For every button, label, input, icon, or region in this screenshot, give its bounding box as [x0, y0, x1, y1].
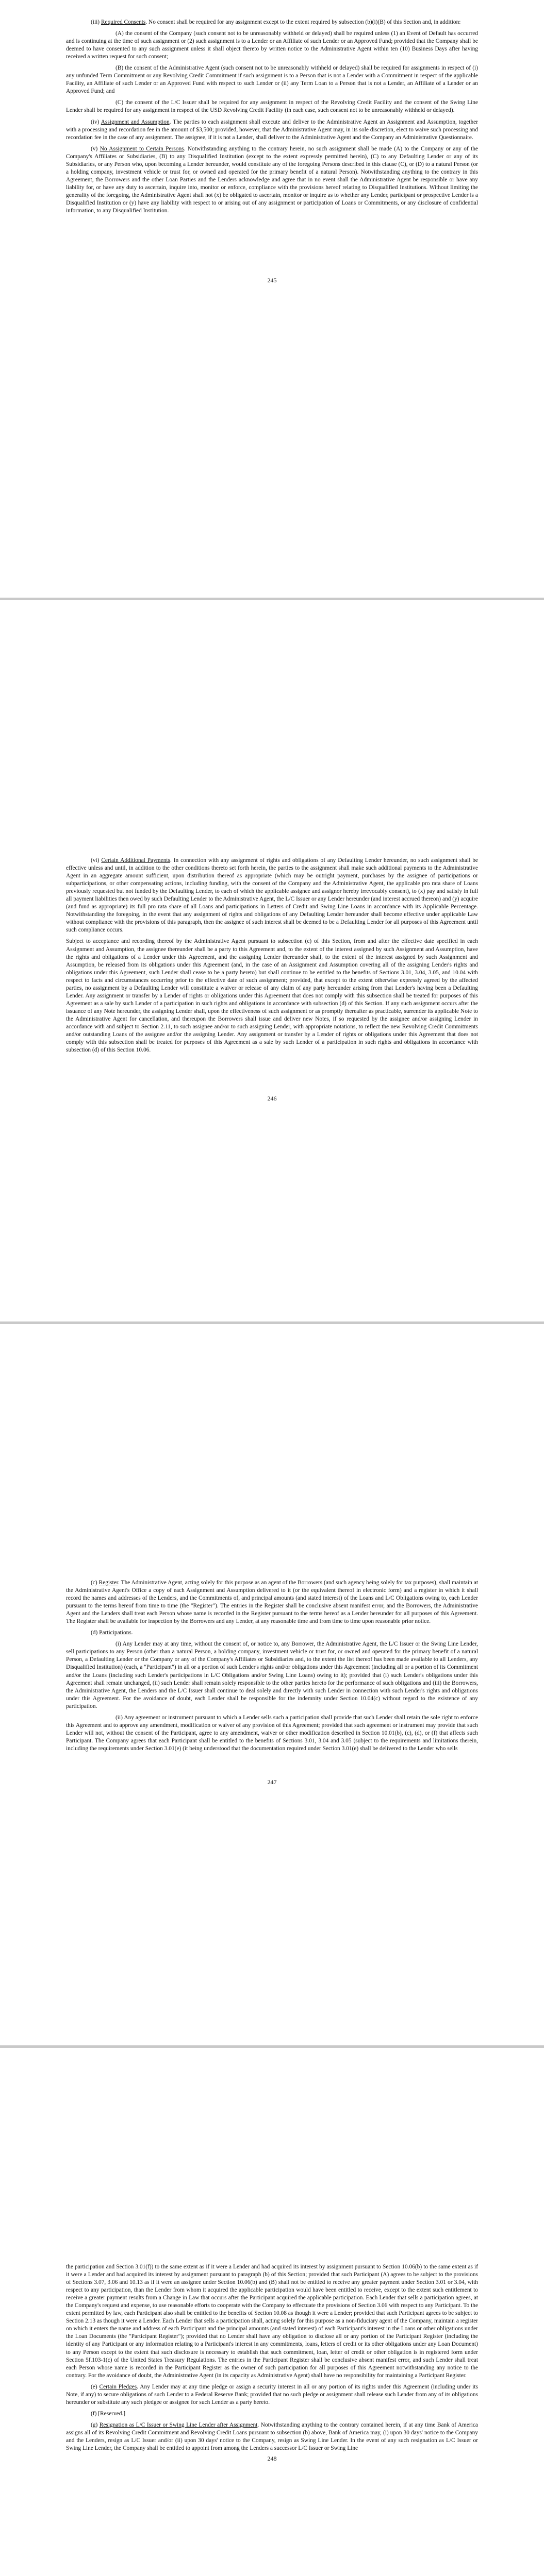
document-page — [0, 1324, 544, 2045]
paragraph: (d) Participations. — [91, 1630, 133, 1636]
document-page — [0, 0, 544, 598]
page-number: 248 — [267, 2455, 277, 2462]
page-number: 246 — [267, 1095, 277, 1102]
paragraph: (e) Certain Pledges. Any Lender may at any time pledge or assign a security interest in all or any portion of its rights under this Agreement (including under its Note, if any) to secure obligations of such Lender to a Federal Reserve Bank; provided that no such pledge or assignment shall release such Lender from any of its obligations hereunder or substitute any such pledgee or assignee for such Lender as a party hereto. — [66, 2383, 478, 2405]
paragraph: Subject to acceptance and recording thereof by the Administrative Agent pursuant to subsection (c) of this Section, from and after the effective date specified in each Assignment and Assumption, the assignee thereunder shall be a party to this Agreement and, to the extent of the interest assigned by such Assignment and Assumption, have the rights and obligations of a Lender under this Agreement, and the assigning Lender thereunder shall, to the extent of the interest assigned by such Assignment and Assumption, be released from its obligations under this Agreement (and, in the case of an Assignment and Assumption covering all of the assigning Lender's rights and obligations under this Agreement, such Lender shall cease to be a party hereto) but shall continue to be entitled to the benefits of Sections 3.01, 3.04, 3.05, and 10.04 with respect to facts and circumstances occurring prior to the effective date of such assignment; provided, that except to the extent otherwise expressly agreed by the affected parties, no assignment by a Defaulting Lender will constitute a waiver or release of any claim of any party hereunder arising from that Lender's having been a Defaulting Lender. Any assignment or transfer by a Lender of rights or obligations under this Agreement that does not comply with this subsection shall be treated for purposes of this Agreement as a sale by such Lender of a participation in such rights and obligations in accordance with subsection (d) of this Section. If any such assignment occurs after the issuance of any Note hereunder, the assigning Lender shall, upon the effectiveness of such assignment or as promptly thereafter as practicable, surrender its applicable Note to the Administrative Agent for cancellation, and thereupon the Borrowers shall issue and deliver new Notes, if so requested by the assignee and/or assigning Lender in accordance with and subject to Section 2.11, to such assignee and/or to such assigning Lender, with appropriate notations, to reflect the new Revolving Credit Commitments and/or outstanding Loans of the assignee and/or the assigning Lender. Any assignment or transfer by a Lender of rights or obligations under this Agreement that does not comply with this subsection shall be treated for purposes of this Agreement as a sale by such Lender of a participation in such rights and obligations in accordance with subsection (d) of this Section 10.06. — [66, 938, 478, 1054]
paragraph: (v) No Assignment to Certain Persons. Notwithstanding anything to the contrary herein, no such assignment shall be made (A) to the Company or any of the Company's Affiliates or Subsidiaries, (B) to any Disqualified Institution (except to the extent expressly permitted herein), (C) to any Defaulting Lender or any of its Subsidiaries, or any Person who, upon becoming a Lender hereunder, would constitute any of the foregoing Persons described in this clause (C), or (D) to a natural Person (or a holding company, investment vehicle or trust for, or owned and operated for the primary benefit of a natural Person). Notwithstanding anything to the contrary in this Agreement, the Borrowers and the other Loan Parties and the Lenders acknowledge and agree that in no event shall the Administrative Agent be responsible or have any liability for, or have any duty to ascertain, inquire into, monitor or enforce, compliance with the provisions hereof relating to Disqualified Institutions. Without limiting the generality of the foregoing, the Administrative Agent shall not (x) be obligated to ascertain, monitor or inquire as to whether any Lender, participant or prospective Lender is a Disqualified Institution or (y) have any liability with respect to or arising out of any assignment or participation of Loans or Commitments, or any disclosure of confidential information, to any Disqualified Institution. — [66, 145, 478, 214]
document-page — [0, 600, 544, 1321]
paragraph: (iv) Assignment and Assumption. The parties to each assignment shall execute and deliver to the Administrative Agent an Assignment and Assumption, together with a processing and recordation fee in the amount of $3,500; provided, however, that the Administrative Agent may, in its sole discretion, elect to waive such processing and recordation fee in the case of any assignment. The assignee, if it is not a Lender, shall deliver to the Administrative Agent and the Company an Administrative Questionnaire. — [66, 118, 479, 141]
page-number: 247 — [267, 1778, 277, 1786]
paragraph: (f) [Reserved.] — [91, 2410, 126, 2417]
paragraph: (g) Resignation as L/C Issuer or Swing Line Lender after Assignment. Notwithstanding anything to the contrary contained herein, if at any time Bank of America assigns all of its Revolving Credit Commitment and Revolving Credit Loans pursuant to subsection (b) above, Bank of America may, (i) upon 30 days' notice to the Company and the Lenders, resign as L/C Issuer and/or (ii) upon 30 days' notice to the Company, resign as Swing Line Lender. In the event of any such resignation as L/C Issuer or Swing Line Lender, the Company shall be entitled to appoint from among the Lenders a successor L/C Issuer or Swing Line — [66, 2421, 478, 2452]
paragraph: (ii) Any agreement or instrument pursuant to which a Lender sells such a participation shall provide that such Lender shall retain the sole right to enforce this Agreement and to approve any amendment, modification or waiver of any provision of this Agreement; provided that such agreement or instrument may provide that such Lender will not, without the consent of the Participant, agree to any amendment, waiver or other modification described in Section 10.01(b), (c), (d), or (f) that affects such Participant. The Company agrees that each Participant shall be entitled to the benefits of Sections 3.01, 3.04 and 3.05 (subject to the requirements and limitations therein, including the requirements under Section 3.01(e) (it being understood that the documentation required under Section 3.01(e) shall be delivered to the Lender who sells — [66, 1714, 479, 1752]
paragraph: (A) the consent of the Company (such consent not to be unreasonably withheld or delayed) shall be required unless (1) an Event of Default has occurred and is continuing at the time of such assignment or (2) such assignment is to a Lender or an Affiliate of such Lender or an Approved Fund; provided that the Company shall be deemed to have consented to any such assignment unless it shall object thereto by written notice to the Administrative Agent within ten (10) Business Days after having received a written request for such consent; — [66, 30, 478, 60]
paragraph: (B) the consent of the Administrative Agent (such consent not to be unreasonably withheld or delayed) shall be required for assignments in respect of (i) any unfunded Term Commitment or any Revolving Credit Commitment if such assignment is to a Person that is not a Lender with a Commitment in respect of the applicable Facility, an Affiliate of such Lender or an Approved Fund with respect to such Lender or (ii) any Term Loan to a Person that is not a Lender, an Affiliate of a Lender or an Approved Fund; and — [66, 65, 478, 95]
paragraph: (vi) Certain Additional Payments. In connection with any assignment of rights and obligations of any Defaulting Lender hereunder, no such assignment shall be effective unless and until, in addition to the other conditions thereto set forth herein, the parties to the assignment shall make such additional payments to the Administrative Agent in an aggregate amount sufficient, upon distribution thereof as appropriate (which may be outright payment, purchases by the assignee of participations or subparticipations, or other compensating actions, including funding, with the consent of the Company and the Administrative Agent, the applicable pro rata share of Loans previously requested but not funded by the Defaulting Lender, to each of which the applicable assignee and assignor hereby irrevocably consent), to (x) pay and satisfy in full all payment liabilities then owed by such Defaulting Lender to the Administrative Agent, the L/C Issuer or any Lender hereunder (and interest accrued thereon) and (y) acquire (and fund as appropriate) its full pro rata share of all Loans and participations in Letters of Credit and Swing Line Loans in accordance with its Applicable Percentage. Notwithstanding the foregoing, in the event that any assignment of rights and obligations of any Defaulting Lender hereunder shall become effective under applicable Law without compliance with the provisions of this paragraph, then the assignee of such interest shall be deemed to be a Defaulting Lender for all purposes of this Agreement until such compliance occurs. — [66, 857, 478, 934]
page-number: 245 — [267, 277, 277, 284]
paragraph: (iii) Required Consents. No consent shall be required for any assignment except to the extent required by subsection (b)(i)(B) of this Section and, in addition: — [91, 19, 461, 25]
paragraph: the participation and Section 3.01(f)) to the same extent as if it were a Lender and had acquired its interest by assignment pursuant to Section 10.06(b) to the same extent as if it were a Lender and had acquired its interest by assignment pursuant to paragraph (b) of this Section; provided that such Participant (A) agrees to be subject to the provisions of Sections 3.07, 3.06 and 10.13 as if it were an assignee under Section 10.06(b) and (B) shall not be entitled to receive any greater payment under Section 3.01 or 3.04, with respect to any participation, than the Lender from whom it acquired the applicable participation would have been entitled to receive, except to the extent such entitlement to receive a greater payment results from a Change in Law that occurs after the Participant acquired the applicable participation. Each Lender that sells a participation agrees, at the Company's request and expense, to use reasonable efforts to cooperate with the Company to effectuate the provisions of Section 3.06 with respect to any Participant. To the extent permitted by law, each Participant also shall be entitled to the benefits of Section 10.08 as though it were a Lender; provided that such Participant agrees to be subject to Section 2.13 as though it were a Lender. Each Lender that sells a participation shall, acting solely for this purpose as a non-fiduciary agent of the Company, maintain a register on which it enters the name and address of each Participant and the principal amounts (and stated interest) of each Participant's interest in the Loans or other obligations under the Loan Documents (the "Participant Register"); provided that no Lender shall have any obligation to disclose all or any portion of the Participant Register (including the identity of any Participant or any information relating to a Participant's interest in any commitments, loans, letters of credit or its other obligations under any Loan Document) to any Person except to the extent that such disclosure is necessary to establish that such commitment, loan, letter of credit or other obligation is in registered form under Section 5f.103-1(c) of the United States Treasury Regulations. The entries in the Participant Register shall be conclusive absent manifest error, and such Lender shall treat each Person whose name is recorded in the Participant Register as the owner of such participation for all purposes of this Agreement notwithstanding any notice to the contrary. For the avoidance of doubt, the Administrative Agent (in its capacity as Administrative Agent) shall have no responsibility for maintaining a Participant Register. — [66, 2264, 478, 2379]
paragraph: (C) the consent of the L/C Issuer shall be required for any assignment in respect of the Revolving Credit Facility and the consent of the Swing Line Lender shall be required for any assignment in respect of the USD Revolving Credit Facility (in each case, such consent not to be unreasonably withheld or delayed). — [66, 99, 478, 114]
document-page — [0, 2048, 544, 2576]
paragraph: (c) Register. The Administrative Agent, acting solely for this purpose as an agent of the Borrowers (and such agency being solely for tax purposes), shall maintain at the Administrative Agent's Office a copy of each Assignment and Assumption delivered to it (or the equivalent thereof in electronic form) and a register in which it shall record the names and addresses of the Lenders, and the Commitments of, and principal amounts (and stated interest) of the Loans and L/C Obligations owing to, each Lender pursuant to the terms hereof from time to time (the "Register"). The entries in the Register shall be conclusive absent manifest error, and the Borrowers, the Administrative Agent and the Lenders shall treat each Person whose name is recorded in the Register pursuant to the terms hereof as a Lender hereunder for all purposes of this Agreement. The Register shall be available for inspection by the Borrowers and any Lender, at any reasonable time and from time to time upon reasonable prior notice. — [66, 1580, 478, 1625]
paragraph: (i) Any Lender may at any time, without the consent of, or notice to, any Borrower, the Administrative Agent, the L/C Issuer or the Swing Line Lender, sell participations to any Person (other than a natural Person, a holding company, investment vehicle or trust for, or owned and operated for the primary benefit of a natural Person, a Defaulting Lender or the Company or any of the Company's Affiliates or Subsidiaries and, to the extent the list thereof has been made available to all Lenders, any Disqualified Institution) (each, a "Participant") in all or a portion of such Lender's rights and/or obligations under this Agreement (including all or a portion of its Commitment and/or the Loans (including such Lender's participations in L/C Obligations and/or Swing Line Loans) owing to it); provided that (i) such Lender's obligations under this Agreement shall remain unchanged, (ii) such Lender shall remain solely responsible to the other parties hereto for the performance of such obligations and (iii) the Borrowers, the Administrative Agent, the Lenders and the L/C Issuer shall continue to deal solely and directly with such Lender in connection with such Lender's rights and obligations under this Agreement. For the avoidance of doubt, each Lender shall be responsible for the indemnity under Section 10.04(c) without regard to the existence of any participation. — [66, 1641, 478, 1709]
